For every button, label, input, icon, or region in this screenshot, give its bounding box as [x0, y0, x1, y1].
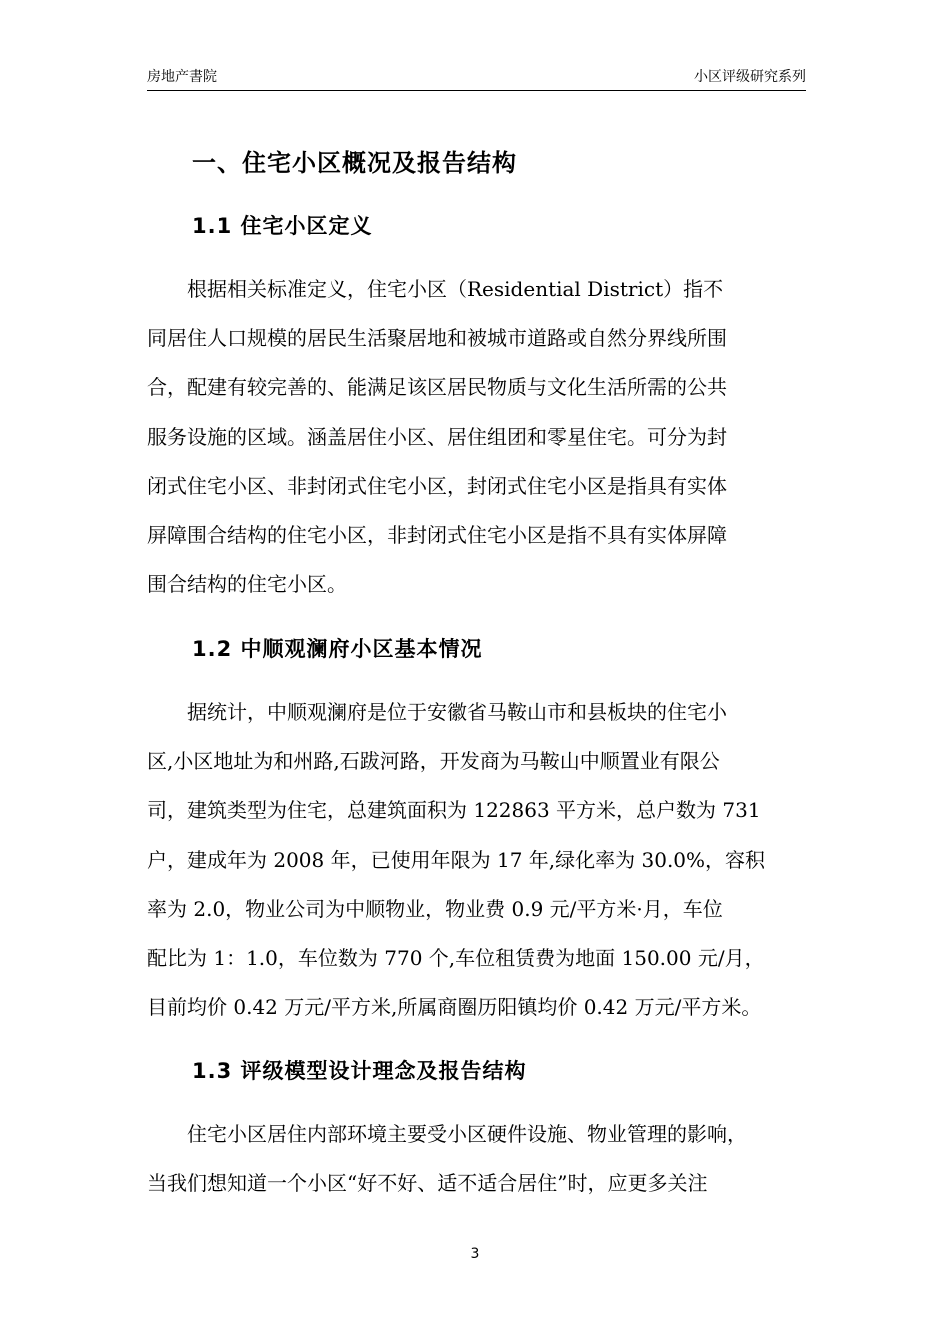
- subsection-1-1-title: 1.1 住宅小区定义: [192, 214, 373, 238]
- paragraph-line: 当我们想知道一个小区“好不好、适不适合居住”时，应更多关注: [147, 1171, 708, 1196]
- paragraph-line: 户，建成年为 2008 年，已使用年限为 17 年,绿化率为 30.0%，容积: [147, 847, 766, 872]
- paragraph-line: 住宅小区居住内部环境主要受小区硬件设施、物业管理的影响，: [147, 1122, 747, 1146]
- page-header: [147, 66, 806, 92]
- page-number: 3: [470, 1246, 480, 1262]
- paragraph-line: 闭式住宅小区、非封闭式住宅小区，封闭式住宅小区是指具有实体: [147, 473, 727, 498]
- header-divider: [147, 90, 806, 91]
- header-publisher: 房地产書院: [147, 69, 217, 85]
- subsection-1-1-paragraph: [147, 265, 812, 609]
- subsection-1-3-paragraph: [147, 1110, 812, 1208]
- paragraph-line: 司，建筑类型为住宅，总建筑面积为 122863 平方米，总户数为 731: [147, 798, 761, 823]
- paragraph-line: 配比为 1：1.0，车位数为 770 个,车位租赁费为地面 150.00 元/月，: [147, 945, 765, 970]
- paragraph-line: 围合结构的住宅小区。: [147, 572, 347, 597]
- paragraph-line: 合，配建有较完善的、能满足该区居民物质与文化生活所需的公共: [147, 375, 727, 400]
- paragraph-line: 服务设施的区域。涵盖居住小区、居住组团和零星住宅。可分为封: [147, 424, 727, 449]
- header-series: 小区评级研究系列: [694, 69, 806, 85]
- paragraph-line: 同居住人口规模的居民生活聚居地和被城市道路或自然分界线所围: [147, 326, 727, 351]
- subsection-1-2-title: 1.2 中顺观澜府小区基本情况: [192, 637, 483, 661]
- subsection-1-2-paragraph: [147, 688, 812, 1032]
- section-title: 一、住宅小区概况及报告结构: [192, 149, 517, 177]
- paragraph-line: 屏障围合结构的住宅小区，非封闭式住宅小区是指不具有实体屏障: [147, 522, 727, 547]
- paragraph-line: 区,小区地址为和州路,石跋河路，开发商为马鞍山中顺置业有限公: [147, 749, 720, 774]
- paragraph-line: 据统计，中顺观澜府是位于安徽省马鞍山市和县板块的住宅小: [147, 700, 727, 724]
- paragraph-line: 率为 2.0，物业公司为中顺物业，物业费 0.9 元/平方米·月，车位: [147, 896, 723, 921]
- paragraph-line: 根据相关标准定义，住宅小区（Residential District）指不: [147, 277, 724, 301]
- paragraph-line: 目前均价 0.42 万元/平方米,所属商圈历阳镇均价 0.42 万元/平方米。: [147, 995, 762, 1020]
- subsection-1-3-title: 1.3 评级模型设计理念及报告结构: [192, 1059, 527, 1083]
